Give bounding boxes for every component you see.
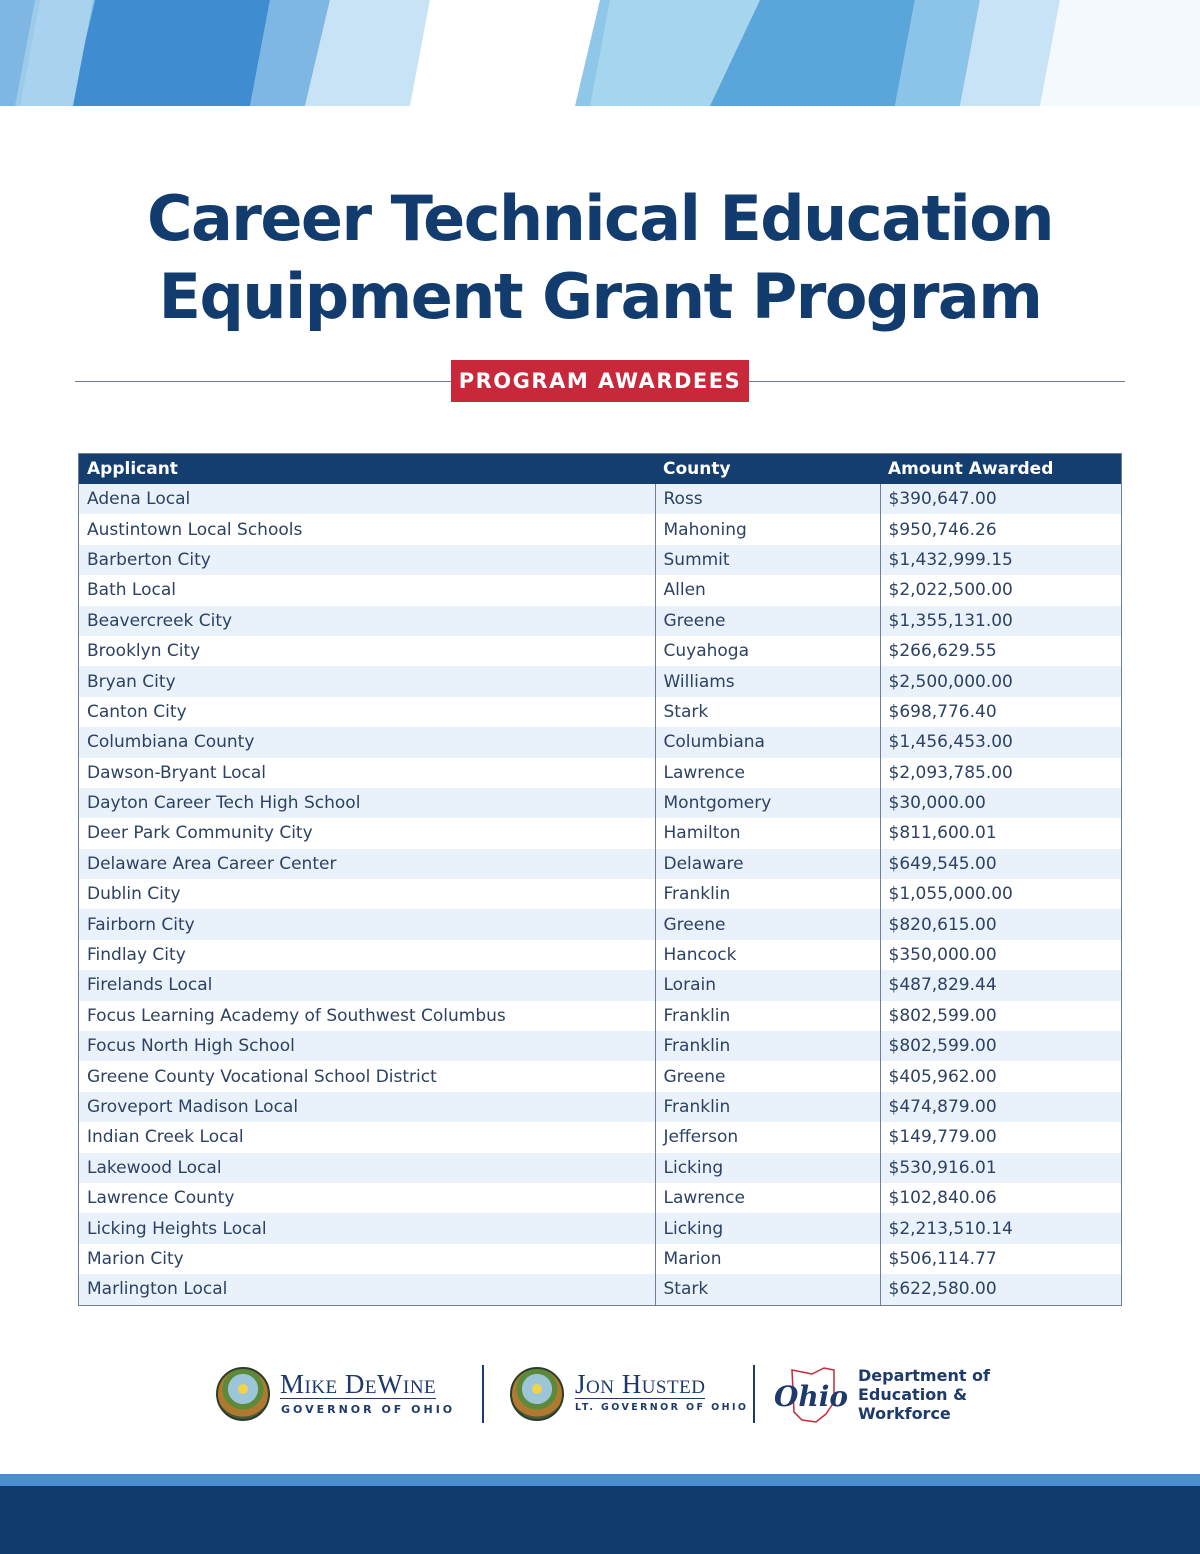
awardees-table [78, 453, 1122, 1306]
county-cell: Columbiana [655, 727, 880, 757]
table-row [79, 940, 1122, 970]
table-row [79, 1274, 1122, 1305]
applicant-cell: Findlay City [87, 945, 186, 966]
dept-line-2: Education & [858, 1385, 968, 1404]
county-cell: Stark [655, 697, 880, 727]
table-row [79, 484, 1122, 514]
footer-logos [0, 1362, 1200, 1426]
governor-seal-icon [216, 1367, 270, 1421]
logo-separator [482, 1365, 484, 1423]
county-cell: Greene [655, 1061, 880, 1091]
county-cell: Lorain [655, 970, 880, 1000]
amount-cell: $2,213,510.14 [880, 1213, 1122, 1243]
table-row [79, 1183, 1122, 1213]
applicant-cell: Bath Local [87, 580, 176, 601]
table-row [79, 1031, 1122, 1061]
amount-cell: $2,093,785.00 [880, 758, 1122, 788]
table-row [79, 970, 1122, 1000]
ohio-logo-text: Ohio [774, 1380, 848, 1413]
table-row [79, 636, 1122, 666]
amount-cell: $102,840.06 [880, 1183, 1122, 1213]
county-cell: Franklin [655, 1031, 880, 1061]
county-cell: Williams [655, 666, 880, 696]
amount-cell: $506,114.77 [880, 1244, 1122, 1274]
applicant-cell: Bryan City [79, 666, 656, 696]
table-row [79, 1122, 1122, 1152]
table-row [79, 1244, 1122, 1274]
table-row [79, 1213, 1122, 1243]
county-cell: Jefferson [655, 1122, 880, 1152]
applicant-cell: Marion City [87, 1248, 184, 1269]
table-row [79, 666, 1122, 696]
lt-governor-name: Jon Husted [575, 1369, 706, 1399]
county-cell: Ross [655, 484, 880, 514]
county-cell: Delaware [655, 849, 880, 879]
ohio-logo-icon [772, 1364, 848, 1424]
table-header-row [79, 454, 1122, 485]
amount-cell: $811,600.01 [880, 818, 1122, 848]
page-title [0, 180, 1200, 336]
amount-cell: $698,776.40 [880, 697, 1122, 727]
applicant-cell: Delaware Area Career Center [79, 849, 656, 879]
county-cell: Stark [655, 1274, 880, 1305]
applicant-cell: Dayton Career Tech High School [79, 788, 656, 818]
applicant-cell: Marlington Local [79, 1274, 656, 1305]
county-cell: Hancock [655, 940, 880, 970]
applicant-cell: Canton City [87, 701, 187, 722]
footer-stripe-light [0, 1474, 1200, 1486]
decorative-banner [0, 0, 1200, 106]
applicant-cell: Groveport Madison Local [79, 1092, 656, 1122]
logo-separator [753, 1365, 755, 1423]
applicant-cell: Dawson-Bryant Local [87, 762, 267, 783]
amount-cell: $30,000.00 [880, 788, 1122, 818]
amount-cell: $1,355,131.00 [880, 606, 1122, 636]
county-cell: Summit [655, 545, 880, 575]
amount-cell: $1,055,000.00 [880, 879, 1122, 909]
county-cell: Franklin [655, 1001, 880, 1031]
table-row [79, 909, 1122, 939]
applicant-cell: Adena Local [79, 484, 656, 514]
table-row [79, 1092, 1122, 1122]
footer-stripe-dark [0, 1486, 1200, 1554]
applicant-cell: Columbiana County [79, 727, 656, 757]
county-cell: Marion [655, 1244, 880, 1274]
table-row [79, 697, 1122, 727]
amount-cell: $1,432,999.15 [880, 545, 1122, 575]
county-cell: Cuyahoga [655, 636, 880, 666]
applicant-cell: Indian Creek Local [87, 1127, 244, 1148]
governor-title: GOVERNOR OF OHIO [281, 1403, 456, 1416]
table-row [79, 1153, 1122, 1183]
applicant-cell: Firelands Local [79, 970, 656, 1000]
amount-cell: $350,000.00 [880, 940, 1122, 970]
applicant-cell: Barberton City [79, 545, 656, 575]
table-row [79, 849, 1122, 879]
amount-cell: $622,580.00 [880, 1274, 1122, 1305]
table-row [79, 1001, 1122, 1031]
table-row [79, 758, 1122, 788]
amount-cell: $802,599.00 [880, 1031, 1122, 1061]
applicant-cell: Deer Park Community City [87, 823, 313, 844]
amount-cell: $802,599.00 [880, 1001, 1122, 1031]
applicant-cell: Licking Heights Local [79, 1213, 656, 1243]
table-row [79, 818, 1122, 848]
table-row [79, 879, 1122, 909]
county-cell: Hamilton [655, 818, 880, 848]
table-row [79, 727, 1122, 757]
amount-cell: $390,647.00 [880, 484, 1122, 514]
amount-cell: $474,879.00 [880, 1092, 1122, 1122]
column-header-county: County [655, 454, 880, 485]
table-row [79, 514, 1122, 544]
applicant-cell: Focus Learning Academy of Southwest Columbus [87, 1005, 506, 1026]
table-row [79, 606, 1122, 636]
applicant-cell: Focus North High School [79, 1031, 656, 1061]
title-line-1: Career Technical Education [146, 182, 1054, 255]
amount-cell: $487,829.44 [880, 970, 1122, 1000]
lt-governor-seal-icon [510, 1367, 564, 1421]
amount-cell: $149,779.00 [880, 1122, 1122, 1152]
lt-governor-title: LT. GOVERNOR OF OHIO [575, 1402, 749, 1413]
amount-cell: $2,500,000.00 [880, 666, 1122, 696]
county-cell: Greene [655, 606, 880, 636]
amount-cell: $649,545.00 [880, 849, 1122, 879]
table-row [79, 1061, 1122, 1091]
county-cell: Licking [655, 1213, 880, 1243]
applicant-cell: Greene County Vocational School District [87, 1066, 437, 1087]
county-cell: Licking [655, 1153, 880, 1183]
applicant-cell: Lakewood Local [79, 1153, 656, 1183]
amount-cell: $820,615.00 [880, 909, 1122, 939]
table-row [79, 575, 1122, 605]
dept-line-1: Department of [858, 1366, 991, 1385]
governor-name: Mike DeWine [280, 1369, 437, 1399]
program-awardees-badge: PROGRAM AWARDEES [451, 360, 749, 402]
county-cell: Montgomery [655, 788, 880, 818]
applicant-cell: Beavercreek City [79, 606, 656, 636]
department-name [858, 1366, 990, 1423]
amount-cell: $2,022,500.00 [880, 575, 1122, 605]
column-header-applicant: Applicant [79, 454, 656, 485]
applicant-cell: Fairborn City [79, 909, 656, 939]
amount-cell: $530,916.01 [880, 1153, 1122, 1183]
county-cell: Greene [655, 909, 880, 939]
title-line-2: Equipment Grant Program [158, 260, 1042, 333]
county-cell: Franklin [655, 879, 880, 909]
county-cell: Mahoning [655, 514, 880, 544]
county-cell: Allen [655, 575, 880, 605]
dept-line-3: Workforce [858, 1404, 951, 1423]
amount-cell: $1,456,453.00 [880, 727, 1122, 757]
county-cell: Franklin [655, 1092, 880, 1122]
applicant-cell: Lawrence County [87, 1188, 235, 1209]
amount-cell: $266,629.55 [880, 636, 1122, 666]
amount-cell: $405,962.00 [880, 1061, 1122, 1091]
county-cell: Lawrence [655, 758, 880, 788]
applicant-cell: Dublin City [87, 884, 181, 905]
county-cell: Lawrence [655, 1183, 880, 1213]
column-header-amount: Amount Awarded [880, 454, 1122, 485]
table-row [79, 788, 1122, 818]
applicant-cell: Austintown Local Schools [87, 519, 303, 540]
table-row [79, 545, 1122, 575]
amount-cell: $950,746.26 [880, 514, 1122, 544]
applicant-cell: Brooklyn City [87, 641, 201, 662]
